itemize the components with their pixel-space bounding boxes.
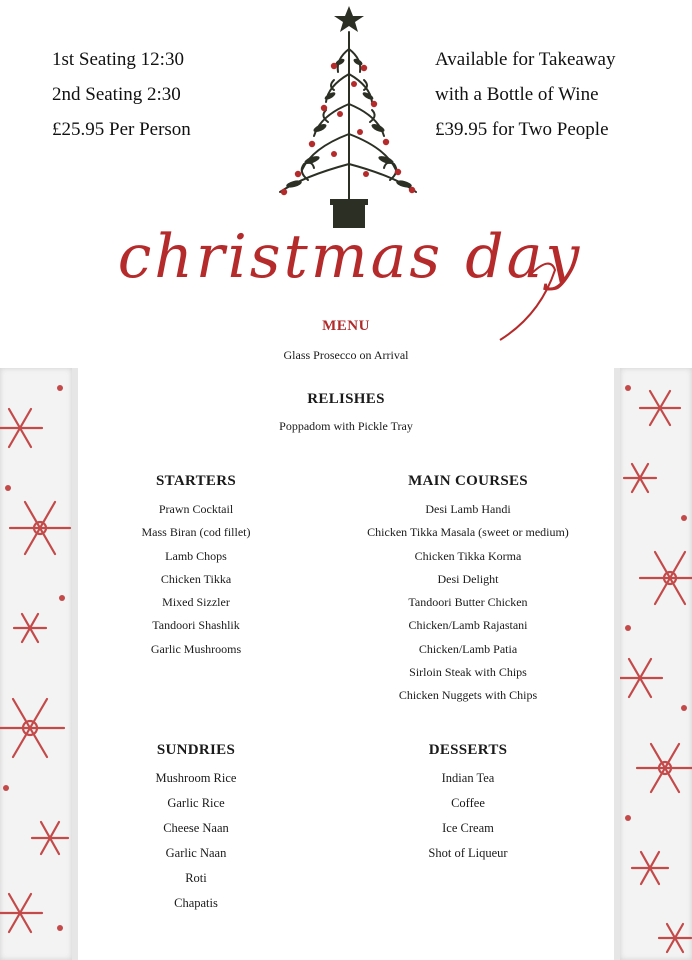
sundries-heading: SUNDRIES [156, 742, 236, 758]
sundries-section [96, 742, 296, 921]
list-item: Tandoori Butter Chicken [408, 595, 528, 610]
arrival-drink: Glass Prosecco on Arrival [283, 348, 409, 362]
takeaway-info [435, 42, 616, 147]
list-item: Chicken Tikka Korma [414, 548, 522, 563]
takeaway-line-1: Available for Takeaway [435, 49, 616, 70]
list-item: Chicken Tikka [160, 571, 232, 586]
snowflake-pattern-right [620, 368, 692, 960]
starters-section [96, 473, 296, 665]
list-item: Lamb Chops [165, 548, 227, 563]
list-item: Ice Cream [442, 821, 494, 835]
first-seating: 1st Seating 12:30 [52, 49, 184, 70]
main-courses-section [338, 473, 598, 712]
main-courses-heading: MAIN COURSES [408, 473, 528, 489]
script-title-text: christmas day [117, 222, 583, 292]
list-item: Indian Tea [441, 771, 495, 785]
relishes-heading: RELISHES [307, 391, 385, 407]
list-item: Mixed Sizzler [162, 595, 230, 610]
list-item: Mushroom Rice [155, 771, 237, 785]
list-item: Chicken/Lamb Patia [418, 641, 518, 656]
right-snowflake-panel [614, 368, 692, 960]
list-item: Garlic Naan [165, 846, 227, 860]
list-item: Prawn Cocktail [158, 502, 234, 516]
list-item: Garlic Mushrooms [150, 641, 242, 656]
list-item: Cheese Naan [163, 821, 229, 835]
list-item: Shot of Liqueur [428, 846, 508, 860]
desserts-section [338, 742, 598, 871]
list-item: Desi Lamb Handi [425, 502, 511, 516]
christmas-tree-illustration [268, 4, 418, 232]
list-item: Garlic Rice [167, 796, 225, 810]
list-item: Chicken Tikka Masala (sweet or medium) [367, 525, 569, 540]
price-per-person: £25.95 Per Person [52, 119, 191, 140]
seating-info [52, 42, 191, 147]
list-item: Coffee [451, 796, 485, 810]
starters-heading: STARTERS [156, 473, 236, 489]
list-item: Tandoori Shashlik [152, 618, 240, 633]
takeaway-line-2: with a Bottle of Wine [435, 84, 599, 105]
list-item: Roti [185, 871, 207, 885]
list-item: Chicken Nuggets with Chips [398, 688, 538, 703]
left-snowflake-panel [0, 368, 78, 960]
list-item: Desi Delight [437, 571, 499, 586]
desserts-heading: DESSERTS [428, 742, 508, 758]
snowflake-pattern-left [0, 368, 72, 960]
list-item: Mass Biran (cod fillet) [141, 525, 251, 540]
menu-title: MENU [322, 318, 370, 334]
second-seating: 2nd Seating 2:30 [52, 84, 181, 105]
list-item: Chicken/Lamb Rajastani [408, 618, 528, 633]
relishes-item: Poppadom with Pickle Tray [279, 419, 413, 433]
takeaway-price: £39.95 for Two People [435, 119, 609, 140]
list-item: Sirloin Steak with Chips [409, 665, 527, 680]
list-item: Chapatis [174, 896, 218, 910]
